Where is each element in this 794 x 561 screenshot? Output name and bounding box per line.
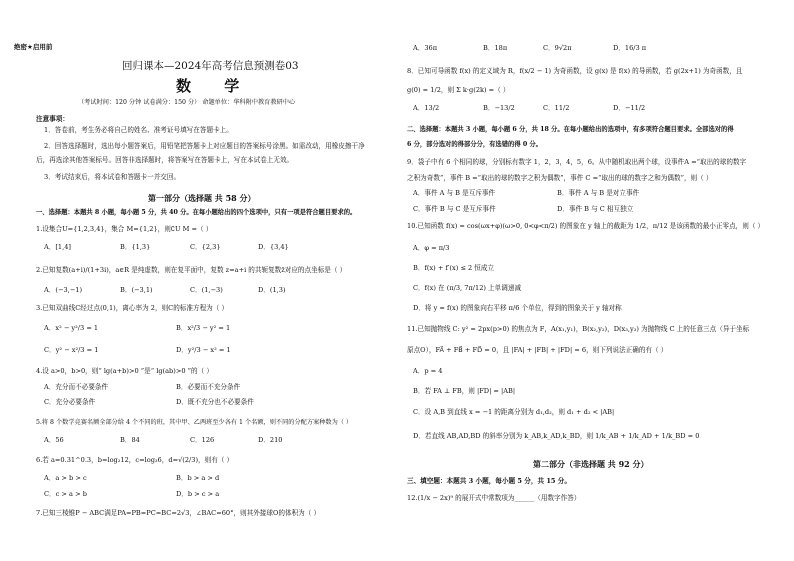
option: A．事件 A 与 B 是互斥事件 xyxy=(413,189,496,197)
multi-choice-heading-cont: 6 分，部分选对的得部分分，有选错的得 0 分。 xyxy=(407,141,542,148)
option: C．9√2π xyxy=(543,44,572,52)
option: A．p = 4 xyxy=(413,367,443,375)
option: B．18π xyxy=(483,44,508,52)
exam-title: 回归课本—2024年高考信息预测卷03 xyxy=(122,60,299,72)
option: B．x²/3 − y² = 1 xyxy=(176,324,231,332)
option: A．充分而不必要条件 xyxy=(44,383,109,391)
option: B．f(x) + f′(x) ≤ 2 恒成立 xyxy=(413,264,495,272)
option: B．必要而不充分条件 xyxy=(176,383,241,391)
question-7: 7.已知三棱锥P − ABC满足PA=PB=PC=BC=2√3，∠BAC=60°，则其外接球O的体积为（ ） xyxy=(36,509,321,517)
option: A．a > b > c xyxy=(44,474,87,482)
option: C．c > a > b xyxy=(44,490,87,498)
question-9-cont: 之积为奇数”，事件 B =“取出的球的数字之积为偶数”，事件 C =“取出的球的数字之和为偶数”，则（ ） xyxy=(407,174,713,182)
option: C．{2,3} xyxy=(190,243,221,251)
question-8-cont: g(0) = 1/2，则 Σ k·g(2k) =（ ） xyxy=(407,86,510,94)
option: A．36π xyxy=(413,44,438,52)
option: D．210 xyxy=(258,436,283,444)
option: C．充分必要条件 xyxy=(44,398,96,406)
part2-title: 第二部分（非选择题 共 92 分） xyxy=(533,459,649,469)
option: D．b > c > a xyxy=(176,490,220,498)
question-11-cont: 原点O），FA⃗ + FB⃗ + FD⃗ = 0，且 |FA| + |FB| + |FD| = 6，则下列说法正确的有（ ） xyxy=(407,346,668,354)
question-1: 1.设集合U={1,2,3,4}，集合 M={1,2}，则∁U M =（ ） xyxy=(36,225,213,233)
option: D．y²/3 − x² = 1 xyxy=(176,346,231,354)
question-2: 2.已知复数(a+i)/(1+3i)，a∈R 是纯虚数，则在复平面中，复数 z=a+i 的共轭复数z̄对应的点坐标是（ ） xyxy=(36,266,347,274)
option: C．f(x) 在 (π/3, 7π/12) 上单调递减 xyxy=(413,284,522,292)
option: C．设 A,B 到直线 x = −1 的距离分别为 d₁,d₂，则 d₁ + d₂ < |AB| xyxy=(413,408,615,416)
question-12: 12.(1/x − 2x)⁹ 的展开式中常数项为______（用数字作答） xyxy=(407,494,581,502)
question-5: 5.将 8 个数学竞赛名额全部分给 4 个不同的班，其中甲、乙两班至少各有 1 个名额，则不同的分配方案种数为（ ） xyxy=(36,419,353,426)
part1-title: 第一部分（选择题 共 58 分） xyxy=(148,193,256,203)
option: A．x² − y²/3 = 1 xyxy=(44,324,99,332)
note-item: 3．考试结束后，将本试卷和答题卡一并交回。 xyxy=(44,173,181,181)
option: C．事件 B 与 C 是互斥事件 xyxy=(413,205,496,213)
option: B．(−3,1) xyxy=(120,286,153,294)
note-item: 后，再选涂其他答案标号。回答非选择题时，将答案写在答题卡上，写在本试卷上无效。 xyxy=(36,156,294,164)
right-column xyxy=(397,0,794,561)
subject-title: 数 学 xyxy=(176,77,254,95)
option: C．y² − x²/3 = 1 xyxy=(44,346,99,354)
question-10: 10.已知函数 f(x) = cos(ωx+φ)(ω>0, 0<φ<π/2) 的图象在 y 轴上的截距为 1/2，π/12 是该函数的最小正零点，则（ ） xyxy=(407,222,765,230)
exam-info: （考试时间：120 分钟 试卷满分：150 分） 命题单位：华科附中教育教研中心 xyxy=(78,99,296,106)
option: C．11/2 xyxy=(543,104,570,112)
note-item: 1．答卷前，考生务必将自己的姓名、准考证号填写在答题卡上。 xyxy=(44,126,233,134)
note-item: 2．回答选择题时，选出每小题答案后，用铅笔把答题卡上对应题目的答案标号涂黑。如需改动，用橡皮擦干净 xyxy=(44,142,365,150)
left-column xyxy=(0,0,395,561)
option: D．−11/2 xyxy=(613,104,646,112)
option: A．56 xyxy=(44,436,64,444)
option: B．−13/2 xyxy=(483,104,515,112)
option: B．84 xyxy=(120,436,140,444)
option: B．事件 A 与 B 是对立事件 xyxy=(557,189,640,197)
single-choice-heading: 一、选择题：本题共 8 小题，每小题 5 分，共 40 分。在每小题给出的四个选项中，只有一项是符合题目要求的。 xyxy=(36,209,357,216)
option: B．若 FA ⊥ FB，则 |FD| = |AB| xyxy=(413,387,516,395)
option: D．事件 B 与 C 相互独立 xyxy=(557,205,634,213)
question-11: 11.已知抛物线 C: y² = 2px(p>0) 的焦点为 F，A(x₁,y₁)，B(x₂,y₂)，D(x₃,y₃) 为抛物线 C 上的任意三点（异于坐标 xyxy=(407,325,750,333)
secret-label: 绝密★启用前 xyxy=(14,43,53,51)
question-4: 4.设 a>0，b>0，则“ lg(a+b)>0 ”是“ lg(ab)>0 ”的（ ） xyxy=(36,367,213,375)
option: D．(1,3) xyxy=(258,286,286,294)
option: D．{3,4} xyxy=(258,243,289,251)
option: C．(1,−3) xyxy=(190,286,223,294)
option: B．{1,3} xyxy=(120,243,151,251)
option: A．(−3,−1) xyxy=(44,286,83,294)
question-8: 8．已知可导函数 f(x) 的定义域为 R，f(x/2 − 1) 为奇函数，设 g(x) 是 f(x) 的导函数，若 g(2x+1) 为奇函数，且 xyxy=(407,67,743,75)
option: B．b > a > d xyxy=(176,474,220,482)
question-3: 3.已知双曲线C经过点(0,1)，离心率为 2，则C的标准方程为（ ） xyxy=(36,304,229,312)
fill-in-heading: 三、填空题：本题共 3 小题，每小题 5 分，共 15 分。 xyxy=(407,477,571,485)
multi-choice-heading: 二、选择题：本题共 3 小题，每小题 6 分，共 18 分。在每小题给出的选项中，有多项符合题目要求。全部选对的得 xyxy=(407,126,734,133)
option: C．126 xyxy=(190,436,215,444)
option: D．16/3 π xyxy=(613,44,647,52)
option: D．既不充分也不必要条件 xyxy=(176,398,254,406)
option: A．13/2 xyxy=(413,104,440,112)
question-6: 6.若 a=0.31^0.3，b=log₂12，c=log₃6，d=√(2/3)，则有（ ） xyxy=(36,456,234,464)
option: A．[1,4] xyxy=(44,243,71,251)
option: D．将 y = f(x) 的图象向右平移 π/6 个单位，得到的图象关于 y 轴对称 xyxy=(413,304,622,312)
option: D．若直线 AB,AD,BD 的斜率分别为 k_AB,k_AD,k_BD，则 1/k_AB + 1/k_AD + 1/k_BD = 0 xyxy=(413,432,700,440)
option: A．φ = π/3 xyxy=(413,244,450,252)
question-9: 9．袋子中有 6 个相同的球，分别标有数字 1，2，3，4，5，6。从中随机取出两个球，设事件A =“取出的球的数字 xyxy=(407,158,747,166)
notes-heading: 注意事项： xyxy=(36,115,69,123)
